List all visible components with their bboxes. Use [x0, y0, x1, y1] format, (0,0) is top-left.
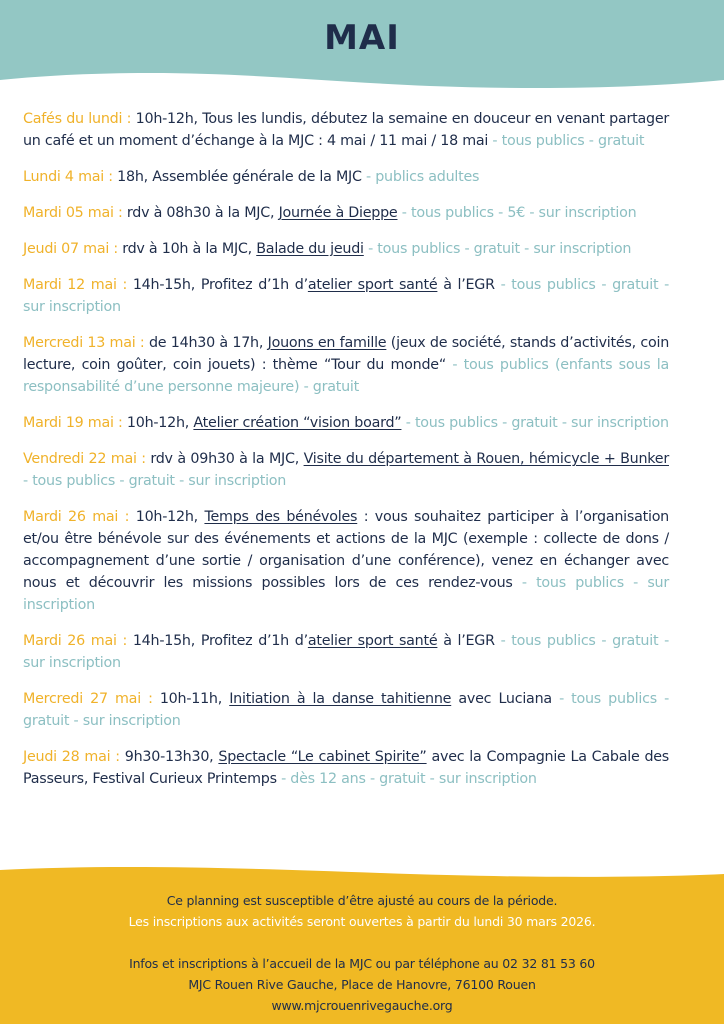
event-text: 9h30-13h30, — [124, 749, 219, 765]
event-text: avec la Compagnie La Cabale des Passeurs, Festival Curieux Printemps — [23, 749, 670, 787]
event-text: 14h-15h, Profitez d’1h d’ — [132, 277, 308, 293]
event-text: : vous souhaitez participer à l’organisation et/ou être bénévole sur des événements et actions de la MJC (exemple : collecte de dons / accompagnement d’une sortie / organisation d’une conférence), venez en échanger avec nous et découvrir les missions possibles lors de ces rendez-vous — [23, 509, 669, 591]
event-entry — [23, 688, 669, 732]
event-meta: - tous publics - gratuit - sur inscription — [23, 691, 669, 729]
event-link[interactable]: Initiation à la danse tahitienne — [229, 691, 452, 707]
event-date: Mercredi 13 mai : — [23, 335, 149, 351]
event-entry — [23, 202, 669, 224]
event-text: (jeux de société, stands d’activités, coin lecture, coin goûter, coin jouets) : thème “Tour du monde“ — [23, 335, 670, 373]
event-date: Jeudi 28 mai : — [23, 749, 125, 765]
event-link[interactable]: Temps des bénévoles — [204, 509, 358, 525]
event-text: 10h-12h, Tous les lundis, débutez la semaine en douceur en venant partager un café et un moment d’échange à la MJC : 4 mai / 11 mai / 18 mai — [23, 111, 669, 149]
footer-contact: Infos et inscriptions à l’accueil de la MJC ou par téléphone au 02 32 81 53 60 — [129, 956, 595, 971]
event-link[interactable]: atelier sport santé — [307, 633, 438, 649]
page-title: MAI — [324, 18, 400, 58]
footer-registration-note: Les inscriptions aux activités seront ouvertes à partir du lundi 30 mars 2026. — [128, 914, 596, 929]
event-meta: - tous publics (enfants sous la responsabilité d’une personne majeure) - gratuit — [23, 357, 669, 395]
event-date: Cafés du lundi : — [23, 111, 136, 127]
event-date: Mardi 05 mai : — [23, 205, 127, 221]
event-text: 10h-12h, — [135, 509, 205, 525]
event-entry — [23, 238, 669, 260]
event-text: 10h-12h, — [126, 415, 194, 431]
event-date: Vendredi 22 mai : — [23, 451, 151, 467]
event-link[interactable]: Balade du jeudi — [256, 241, 364, 257]
event-entry — [23, 274, 669, 318]
event-text: rdv à 08h30 à la MJC, — [126, 205, 279, 221]
event-link[interactable]: Spectacle “Le cabinet Spirite” — [218, 749, 427, 765]
event-meta: - tous publics - gratuit - sur inscription — [401, 415, 669, 431]
event-date: Jeudi 07 mai : — [23, 241, 123, 257]
event-date: Mardi 19 mai : — [23, 415, 127, 431]
event-meta: - tous publics - gratuit - sur inscription — [23, 277, 670, 315]
event-text: de 14h30 à 17h, — [148, 335, 268, 351]
event-text: rdv à 10h à la MJC, — [122, 241, 257, 257]
event-list — [23, 108, 669, 790]
event-entry — [23, 746, 669, 790]
event-meta: - publics adultes — [361, 169, 480, 185]
event-link[interactable]: Jouons en famille — [267, 335, 387, 351]
event-date: Mardi 26 mai : — [23, 509, 136, 525]
event-text: à l’EGR — [437, 633, 495, 649]
event-meta: - tous publics - sur inscription — [23, 575, 669, 613]
event-entry — [23, 412, 669, 434]
event-meta: - tous publics - gratuit - sur inscription — [23, 633, 670, 671]
event-link[interactable]: Atelier création “vision board” — [193, 415, 402, 431]
event-date: Mercredi 27 mai : — [23, 691, 160, 707]
event-entry — [23, 448, 669, 492]
event-text: 18h, Assemblée générale de la MJC — [117, 169, 362, 185]
event-entry — [23, 108, 669, 152]
event-meta: - dès 12 ans - gratuit - sur inscription — [276, 771, 537, 787]
event-meta: - tous publics - gratuit — [488, 133, 645, 149]
event-date: Lundi 4 mai : — [23, 169, 118, 185]
event-meta: - tous publics - gratuit - sur inscription — [23, 473, 287, 489]
footer-disclaimer: Ce planning est susceptible d’être ajusté au cours de la période. — [166, 893, 558, 908]
event-text: avec Luciana — [451, 691, 552, 707]
event-date: Mardi 26 mai : — [23, 633, 133, 649]
footer-info — [0, 890, 724, 1016]
event-text: 14h-15h, Profitez d’1h d’ — [132, 633, 308, 649]
event-text: rdv à 09h30 à la MJC, — [150, 451, 304, 467]
event-meta: - tous publics - gratuit - sur inscription — [363, 241, 632, 257]
event-entry — [23, 166, 669, 188]
event-text: 10h-11h, — [159, 691, 230, 707]
event-meta: - tous publics - 5€ - sur inscription — [397, 205, 637, 221]
event-link[interactable]: Visite du département à Rouen, hémicycle + Bunker — [303, 451, 669, 467]
footer-address: MJC Rouen Rive Gauche, Place de Hanovre, 76100 Rouen — [188, 977, 536, 992]
event-date: Mardi 12 mai : — [23, 277, 133, 293]
event-entry — [23, 506, 669, 616]
event-entry — [23, 630, 669, 674]
footer-website-link[interactable]: www.mjcrouenrivegauche.org — [271, 998, 453, 1013]
event-link[interactable]: atelier sport santé — [307, 277, 438, 293]
event-text: à l’EGR — [437, 277, 495, 293]
event-entry — [23, 332, 669, 398]
event-link[interactable]: Journée à Dieppe — [278, 205, 398, 221]
